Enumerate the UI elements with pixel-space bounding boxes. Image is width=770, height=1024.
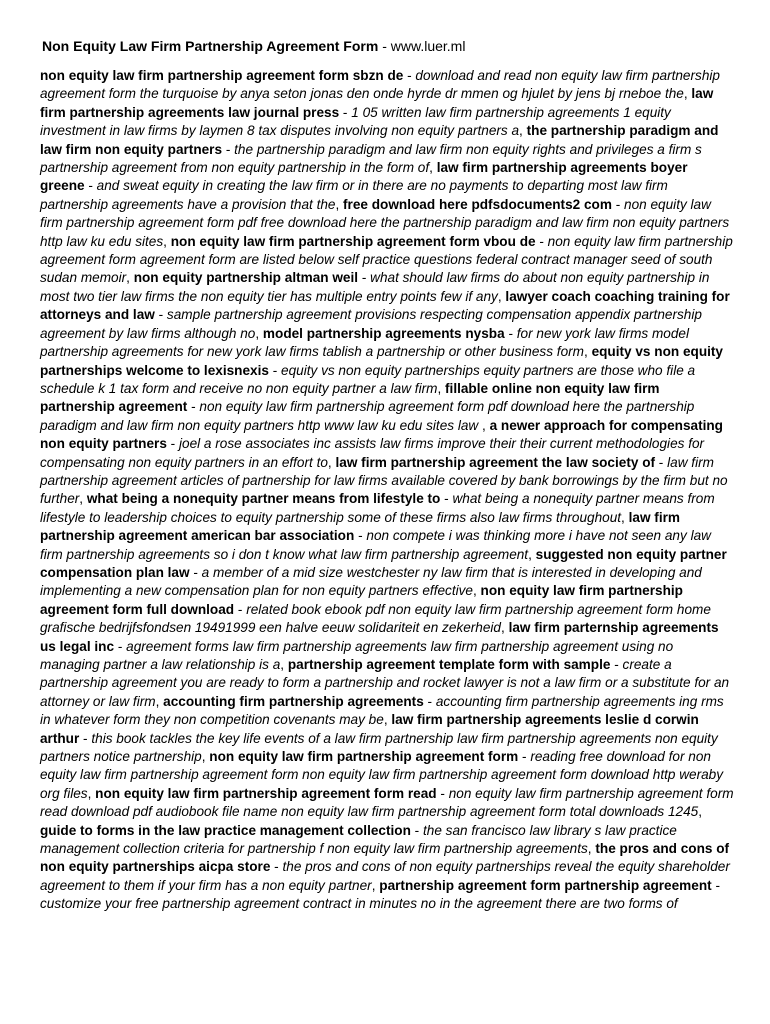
entry-title: law firm partnership agreement american bar association bbox=[40, 509, 680, 544]
entry-punctuation: , bbox=[497, 288, 506, 304]
entry-punctuation: , bbox=[621, 509, 629, 525]
entry-description: what should law firms do about non equity partnership in most two tier law firms the non equity tier has multiple entry points few if any bbox=[40, 270, 710, 304]
entry-punctuation: , bbox=[155, 693, 164, 709]
entry-title: partnership agreement form partnership agreement bbox=[379, 877, 712, 893]
entry-punctuation: , bbox=[528, 546, 536, 562]
entry-separator: - bbox=[339, 104, 352, 120]
entry-description: non equity law firm partnership agreement form pdf free download here the partnership paradigm and law firm non equity partners http law ku edu sites bbox=[40, 196, 730, 249]
entry-separator: - bbox=[270, 859, 283, 875]
entry-description: non compete i was thinking more i have not seen any law firm partnership agreements so i don t know what law firm partnership agreement bbox=[40, 528, 711, 562]
entry-separator: - bbox=[436, 785, 449, 801]
site-name: www.luer.ml bbox=[390, 38, 466, 54]
entry-title: free download here pdfsdocuments2 com bbox=[343, 196, 612, 212]
entry-punctuation: , bbox=[383, 712, 392, 728]
entry-title: law firm parternship agreements us legal inc bbox=[40, 620, 719, 654]
entry-separator: - bbox=[518, 749, 531, 765]
entry-separator: - bbox=[655, 454, 668, 470]
entry-title: non equity law firm partnership agreement form sbzn de bbox=[40, 68, 404, 83]
entry-punctuation: , bbox=[501, 620, 509, 636]
entry-punctuation: , bbox=[429, 160, 437, 176]
entry-title: the partnership paradigm and law firm non equity partners bbox=[40, 123, 719, 157]
entry-description: the pros and cons of non equity partnerships reveal the equity shareholder agreement to them if your firm has a non equity partner bbox=[40, 859, 730, 893]
entry-punctuation: , bbox=[87, 785, 96, 801]
entry-separator: - bbox=[187, 399, 200, 415]
entry-punctuation: , bbox=[683, 86, 692, 102]
entry-separator: - bbox=[611, 196, 625, 212]
entry-description: and sweat equity in creating the law firm or in there are no payments to departing most law firm partnership agreements have a provision that the bbox=[40, 178, 668, 212]
header-separator: - bbox=[378, 38, 391, 54]
entry-title: lawyer coach coaching training for attorneys and law bbox=[40, 288, 730, 323]
entry-separator: - bbox=[154, 307, 167, 323]
entry-punctuation: , bbox=[584, 344, 592, 360]
entry-punctuation: , bbox=[255, 325, 263, 341]
entry-description: download and read non equity law firm partnership agreement form the turquoise by anya seton jonas den onde hyrde dr mmen og hjulet by jens bj rneboe the bbox=[40, 68, 720, 102]
entry-title: law firm partnership agreement the law society of bbox=[335, 454, 656, 470]
entry-separator: - bbox=[358, 270, 371, 286]
entry-separator: - bbox=[166, 436, 179, 452]
entry-description: what being a nonequity partner means from lifestyle to leadership choices to equity partnership some of these firms also law firms throughout bbox=[40, 491, 715, 525]
entry-description: the partnership paradigm and law firm non equity rights and privileges a firm s partnership agreement from non equity partnership in the form of bbox=[40, 141, 702, 176]
entry-punctuation: , bbox=[437, 380, 446, 396]
entry-punctuation: , bbox=[371, 877, 380, 893]
entry-description: this book tackles the key life events of a law firm partnership law firm partnership agreements non equity partners notice partnership bbox=[40, 730, 718, 765]
entry-description: the san francisco law library s law practice management collection criteria for partnership f non equity law firm partnership agreements bbox=[40, 822, 677, 857]
entry-separator: - bbox=[79, 730, 92, 746]
entry-separator: - bbox=[222, 141, 235, 157]
entry-description: joel a rose associates inc assists law firms improve their their current methodologies for compensating non equity partners in an effort to bbox=[40, 436, 705, 470]
entry-separator: - bbox=[189, 564, 202, 580]
entry-description: non equity law firm partnership agreement form pdf download here the partnership paradigm and law firm non equity partners http www law ku edu sites law bbox=[40, 399, 695, 433]
entry-title: non equity law firm partnership agreement form full download bbox=[40, 583, 683, 617]
entry-description: create a partnership agreement you are ready to form a partnership and rocket lawyer is not a law firm or a substitute for an attorney or law firm bbox=[40, 657, 730, 709]
entry-separator: - bbox=[268, 362, 282, 378]
entry-separator: - bbox=[354, 528, 367, 544]
entry-title: what being a nonequity partner means from lifestyle to bbox=[86, 491, 441, 507]
entry-title: a newer approach for compensating non equity partners bbox=[40, 417, 723, 452]
entry-description: non equity law firm partnership agreement form agreement form are listed below self practice questions federal contract manager seed of south sudan memoir bbox=[40, 233, 733, 286]
entry-description: reading free download for non equity law firm partnership agreement form non equity law firm partnership agreement form download http weraby org files bbox=[40, 749, 724, 801]
entry-title: the pros and cons of non equity partnerships aicpa store bbox=[40, 841, 730, 875]
entry-title: law firm partnership agreements boyer greene bbox=[40, 160, 688, 194]
entry-title: fillable online non equity law firm partnership agreement bbox=[40, 380, 660, 415]
entry-description: agreement forms law firm partnership agreements law firm partnership agreement using no managing partner a law relationship is a bbox=[40, 638, 674, 672]
entry-punctuation: , bbox=[472, 583, 481, 599]
entry-description: customize your free partnership agreement contract in minutes no in the agreement there are two forms of bbox=[40, 896, 678, 912]
entry-title: law firm partnership agreements leslie d corwin arthur bbox=[40, 712, 699, 746]
entry-punctuation: , bbox=[163, 233, 171, 249]
entry-description: a member of a mid size westchester ny law firm that is interested in developing and implementing a new compensation plan for non equity partners effective bbox=[40, 564, 702, 599]
entry-punctuation: , bbox=[126, 270, 134, 286]
entry-separator: - bbox=[711, 877, 720, 893]
entry-description: accounting firm partnership agreements ing rms in whatever form they non competition covenants may be bbox=[40, 693, 724, 728]
entry-punctuation: , bbox=[335, 196, 344, 212]
entry-title: non equity law firm partnership agreement form bbox=[209, 749, 519, 765]
entry-title: suggested non equity partner compensation plan law bbox=[40, 546, 727, 580]
entry-title: non equity law firm partnership agreement form vbou de bbox=[170, 233, 536, 249]
entry-punctuation: , bbox=[587, 841, 596, 857]
entry-description: sample partnership agreement provisions respecting compensation appendix partnership agreement by law firms although no bbox=[40, 307, 702, 341]
entry-separator: - bbox=[84, 178, 97, 194]
entry-punctuation: , bbox=[519, 123, 527, 139]
entry-punctuation: , bbox=[280, 657, 288, 672]
entry-punctuation: , bbox=[201, 749, 210, 765]
entry-separator: - bbox=[114, 638, 127, 654]
entry-title: accounting firm partnership agreements bbox=[163, 693, 424, 709]
entry-punctuation: , bbox=[698, 804, 702, 820]
entry-separator: - bbox=[535, 233, 548, 249]
entry-title: law firm partnership agreements law journal press bbox=[40, 86, 714, 120]
entry-description: law firm partnership agreement articles of partnership for law firms available covered by bank borrowings by the firm but no further bbox=[40, 454, 728, 507]
entry-title: non equity partnership altman weil bbox=[133, 270, 359, 286]
entry-punctuation: , bbox=[327, 454, 336, 470]
page-header bbox=[42, 36, 734, 56]
entry-separator: - bbox=[440, 491, 453, 507]
entry-separator: - bbox=[423, 693, 436, 709]
entry-description: for new york law firms model partnership agreements for new york law firms tablish a partnership or other business form bbox=[40, 325, 689, 360]
entry-punctuation: , bbox=[478, 417, 490, 433]
entry-separator: - bbox=[403, 68, 416, 83]
entry-separator: - bbox=[410, 822, 423, 838]
page-title: Non Equity Law Firm Partnership Agreement Form bbox=[42, 38, 379, 54]
entry-punctuation: , bbox=[79, 491, 87, 507]
entry-title: model partnership agreements nysba bbox=[262, 325, 505, 341]
entry-title: guide to forms in the law practice management collection bbox=[40, 822, 411, 838]
entry-description: 1 05 written law firm partnership agreements 1 equity investment in law firms by laymen 8 tax disputes involving non equity partners a bbox=[40, 104, 671, 139]
entry-title: non equity law firm partnership agreement form read bbox=[95, 785, 437, 801]
entry-description: related book ebook pdf non equity law firm partnership agreement form home grafische bedrijfsfondsen 19491999 een halve eeuw solidariteit en zekerheid bbox=[40, 601, 711, 636]
entry-description: equity vs non equity partnerships equity partners are those who file a schedule k 1 tax form and receive no non equity partner a law firm bbox=[40, 362, 696, 396]
entry-title: partnership agreement template form with sample bbox=[287, 657, 611, 672]
body-paragraph bbox=[40, 67, 734, 914]
entry-separator: - bbox=[504, 325, 517, 341]
entry-separator: - bbox=[610, 657, 623, 672]
entry-description: non equity law firm partnership agreement form read download pdf audiobook file name non equity law firm partnership agreement form total downloads 1245 bbox=[40, 785, 734, 820]
entry-title: equity vs non equity partnerships welcome to lexisnexis bbox=[40, 344, 723, 378]
entry-separator: - bbox=[234, 601, 247, 617]
